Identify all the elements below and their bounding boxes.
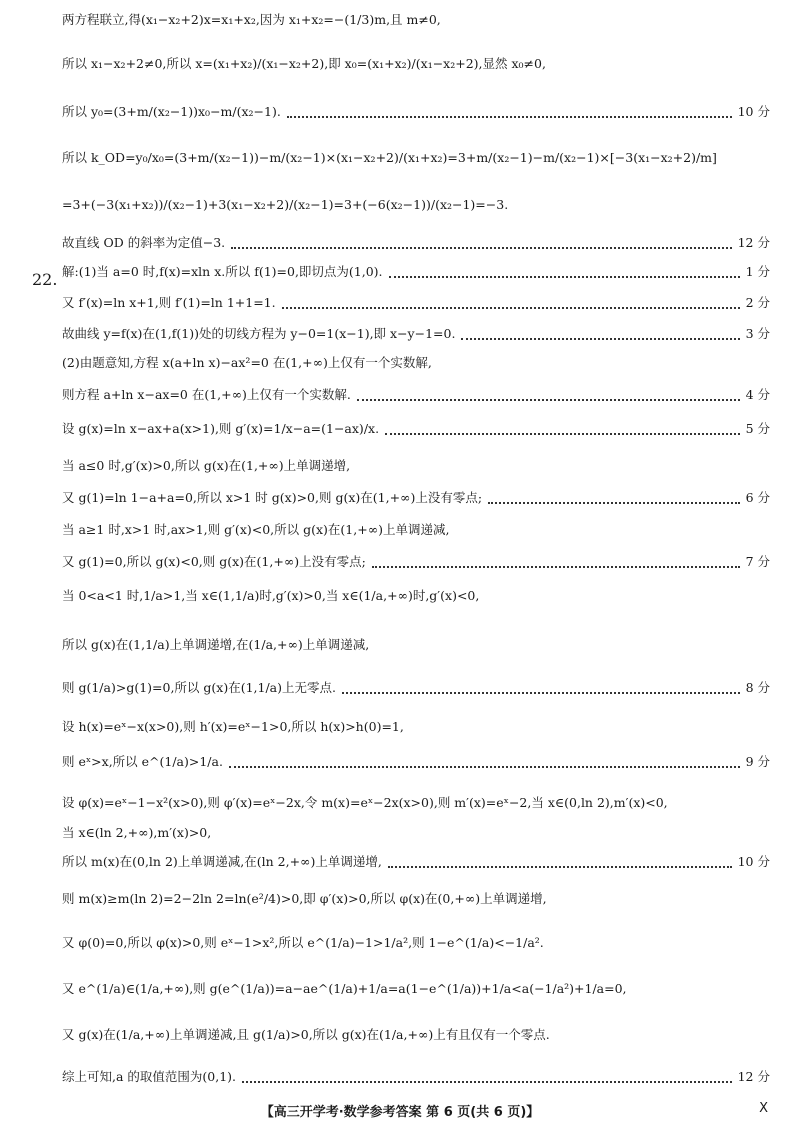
score-label: 5 分	[745, 421, 770, 436]
solution-line-text: 又 e^(1/a)∈(1/a,+∞),则 g(e^(1/a))=a−ae^(1/a)+1/a=a(1−e^(1/a))+1/a<a(−1/a²)+1/a=0,	[62, 981, 627, 996]
solution-line-text: 则方程 a+ln x−ax=0 在(1,+∞)上仅有一个实数解.	[62, 387, 351, 402]
dot-leader	[461, 337, 739, 340]
score-label: 3 分	[745, 326, 770, 341]
page-footer: 【高三开学考·数学参考答案 第 6 页(共 6 页)】	[260, 1105, 540, 1120]
solution-line-text: 故直线 OD 的斜率为定值−3.	[62, 235, 226, 250]
solution-line	[62, 933, 770, 953]
solution-line-text: 解:(1)当 a=0 时,f(x)=xln x.所以 f(1)=0,即切点为(1,0).	[62, 264, 383, 279]
score-label: 1 分	[745, 264, 770, 279]
score-label: 12 分	[737, 1069, 770, 1084]
solution-line-text: 所以 y₀=(3+m/(x₂−1))x₀−m/(x₂−1).	[62, 104, 281, 119]
solution-line	[62, 293, 770, 313]
score-label: 12 分	[737, 235, 770, 250]
solution-line-text: 则 g(1/a)>g(1)=0,所以 g(x)在(1,1/a)上无零点.	[62, 680, 336, 695]
solution-line	[62, 148, 770, 168]
dot-leader	[389, 275, 740, 278]
score-label: 9 分	[745, 754, 770, 769]
solution-line	[62, 823, 770, 843]
dot-leader	[488, 501, 740, 504]
solution-line-text: 则 m(x)≥m(ln 2)=2−2ln 2=ln(e²/4)>0,即 φ′(x)>0,所以 φ(x)在(0,+∞)上单调递增,	[62, 891, 547, 906]
solution-line-text: 则 eˣ>x,所以 e^(1/a)>1/a.	[62, 754, 223, 769]
dot-leader	[357, 398, 740, 401]
solution-line-text: 所以 g(x)在(1,1/a)上单调递增,在(1/a,+∞)上单调递减,	[62, 637, 370, 652]
score-label: 8 分	[745, 680, 770, 695]
question-number: 22.	[32, 270, 58, 289]
solution-line-text: 设 g(x)=ln x−ax+a(x>1),则 g′(x)=1/x−a=(1−ax)/x.	[62, 421, 380, 436]
solution-line	[62, 717, 770, 737]
solution-line-text: 又 g(1)=ln 1−a+a=0,所以 x>1 时 g(x)>0,则 g(x)在(1,+∞)上没有零点;	[62, 490, 483, 505]
solution-line	[62, 10, 770, 30]
solution-line-text: 两方程联立,得(x₁−x₂+2)x=x₁+x₂,因为 x₁+x₂=−(1/3)m,且 m≠0,	[62, 12, 441, 27]
solution-line-text: 又 φ(0)=0,所以 φ(x)>0,则 eˣ−1>x²,所以 e^(1/a)−1>1/a²,则 1−e^(1/a)<−1/a².	[62, 935, 544, 950]
solution-line	[62, 456, 770, 476]
score-label: 2 分	[745, 295, 770, 310]
score-label: 10 分	[737, 104, 770, 119]
solution-line-text: 又 g(x)在(1/a,+∞)上单调递减,且 g(1/a)>0,所以 g(x)在(1/a,+∞)上有且仅有一个零点.	[62, 1027, 550, 1042]
dot-leader	[342, 691, 740, 694]
dot-leader	[242, 1080, 732, 1083]
solution-line	[62, 586, 770, 606]
solution-line	[62, 852, 770, 872]
solution-line-text: =3+(−3(x₁+x₂))/(x₂−1)+3(x₁−x₂+2)/(x₂−1)=3+(−6(x₂−1))/(x₂−1)=−3.	[62, 197, 509, 212]
solution-line	[62, 1067, 770, 1087]
solution-line-text: 当 x∈(ln 2,+∞),m′(x)>0,	[62, 825, 212, 840]
solution-line	[62, 54, 770, 74]
solution-line	[62, 1025, 770, 1045]
solution-line-text: 又 g(1)=0,所以 g(x)<0,则 g(x)在(1,+∞)上没有零点;	[62, 554, 366, 569]
solution-line	[62, 353, 770, 373]
solution-line	[62, 635, 770, 655]
solution-line-text: 设 h(x)=eˣ−x(x>0),则 h′(x)=eˣ−1>0,所以 h(x)>h(0)=1,	[62, 719, 404, 734]
solution-line	[62, 195, 770, 215]
dot-leader	[231, 246, 731, 249]
solution-line-text: 所以 x₁−x₂+2≠0,所以 x=(x₁+x₂)/(x₁−x₂+2),即 x₀=(x₁+x₂)/(x₁−x₂+2),显然 x₀≠0,	[62, 56, 546, 71]
score-label: 4 分	[745, 387, 770, 402]
solution-line	[62, 324, 770, 344]
solution-line-text: (2)由题意知,方程 x(a+ln x)−ax²=0 在(1,+∞)上仅有一个实数解,	[62, 355, 432, 370]
solution-line-text: 又 f′(x)=ln x+1,则 f′(1)=ln 1+1=1.	[62, 295, 276, 310]
solution-line	[62, 385, 770, 405]
solution-line	[62, 979, 770, 999]
solution-line-text: 所以 m(x)在(0,ln 2)上单调递减,在(ln 2,+∞)上单调递增,	[62, 854, 382, 869]
solution-line-text: 当 0<a<1 时,1/a>1,当 x∈(1,1/a)时,g′(x)>0,当 x∈(1/a,+∞)时,g′(x)<0,	[62, 588, 480, 603]
dot-leader	[229, 765, 740, 768]
solution-line	[62, 488, 770, 508]
solution-line	[62, 262, 770, 282]
solution-line-text: 故曲线 y=f(x)在(1,f(1))处的切线方程为 y−0=1(x−1),即 x−y−1=0.	[62, 326, 456, 341]
solution-line	[62, 102, 770, 122]
solution-line-text: 设 φ(x)=eˣ−1−x²(x>0),则 φ′(x)=eˣ−2x,令 m(x)=eˣ−2x(x>0),则 m′(x)=eˣ−2,当 x∈(0,ln 2),m′(x)<0,	[62, 795, 668, 810]
solution-line-text: 所以 k_OD=y₀/x₀=(3+m/(x₂−1))−m/(x₂−1)×(x₁−x₂+2)/(x₁+x₂)=3+m/(x₂−1)−m/(x₂−1)×[−3(x₁−x₂+2)/m]	[62, 150, 717, 165]
solution-line	[62, 889, 770, 909]
solution-line	[62, 419, 770, 439]
score-label: 10 分	[737, 854, 770, 869]
dot-leader	[282, 306, 740, 309]
solution-line	[62, 233, 770, 253]
solution-line	[62, 752, 770, 772]
solution-line	[62, 793, 770, 813]
solution-line-text: 综上可知,a 的取值范围为(0,1).	[62, 1069, 237, 1084]
solution-line	[62, 678, 770, 698]
score-label: 7 分	[745, 554, 770, 569]
dot-leader	[388, 865, 732, 868]
solution-line	[62, 552, 770, 572]
footer-mark: X	[759, 1101, 768, 1116]
dot-leader	[287, 115, 732, 118]
score-label: 6 分	[745, 490, 770, 505]
solution-line	[62, 520, 770, 540]
dot-leader	[385, 432, 740, 435]
solution-line-text: 当 a≥1 时,x>1 时,ax>1,则 g′(x)<0,所以 g(x)在(1,+∞)上单调递减,	[62, 522, 450, 537]
dot-leader	[372, 565, 740, 568]
solution-line-text: 当 a≤0 时,g′(x)>0,所以 g(x)在(1,+∞)上单调递增,	[62, 458, 351, 473]
